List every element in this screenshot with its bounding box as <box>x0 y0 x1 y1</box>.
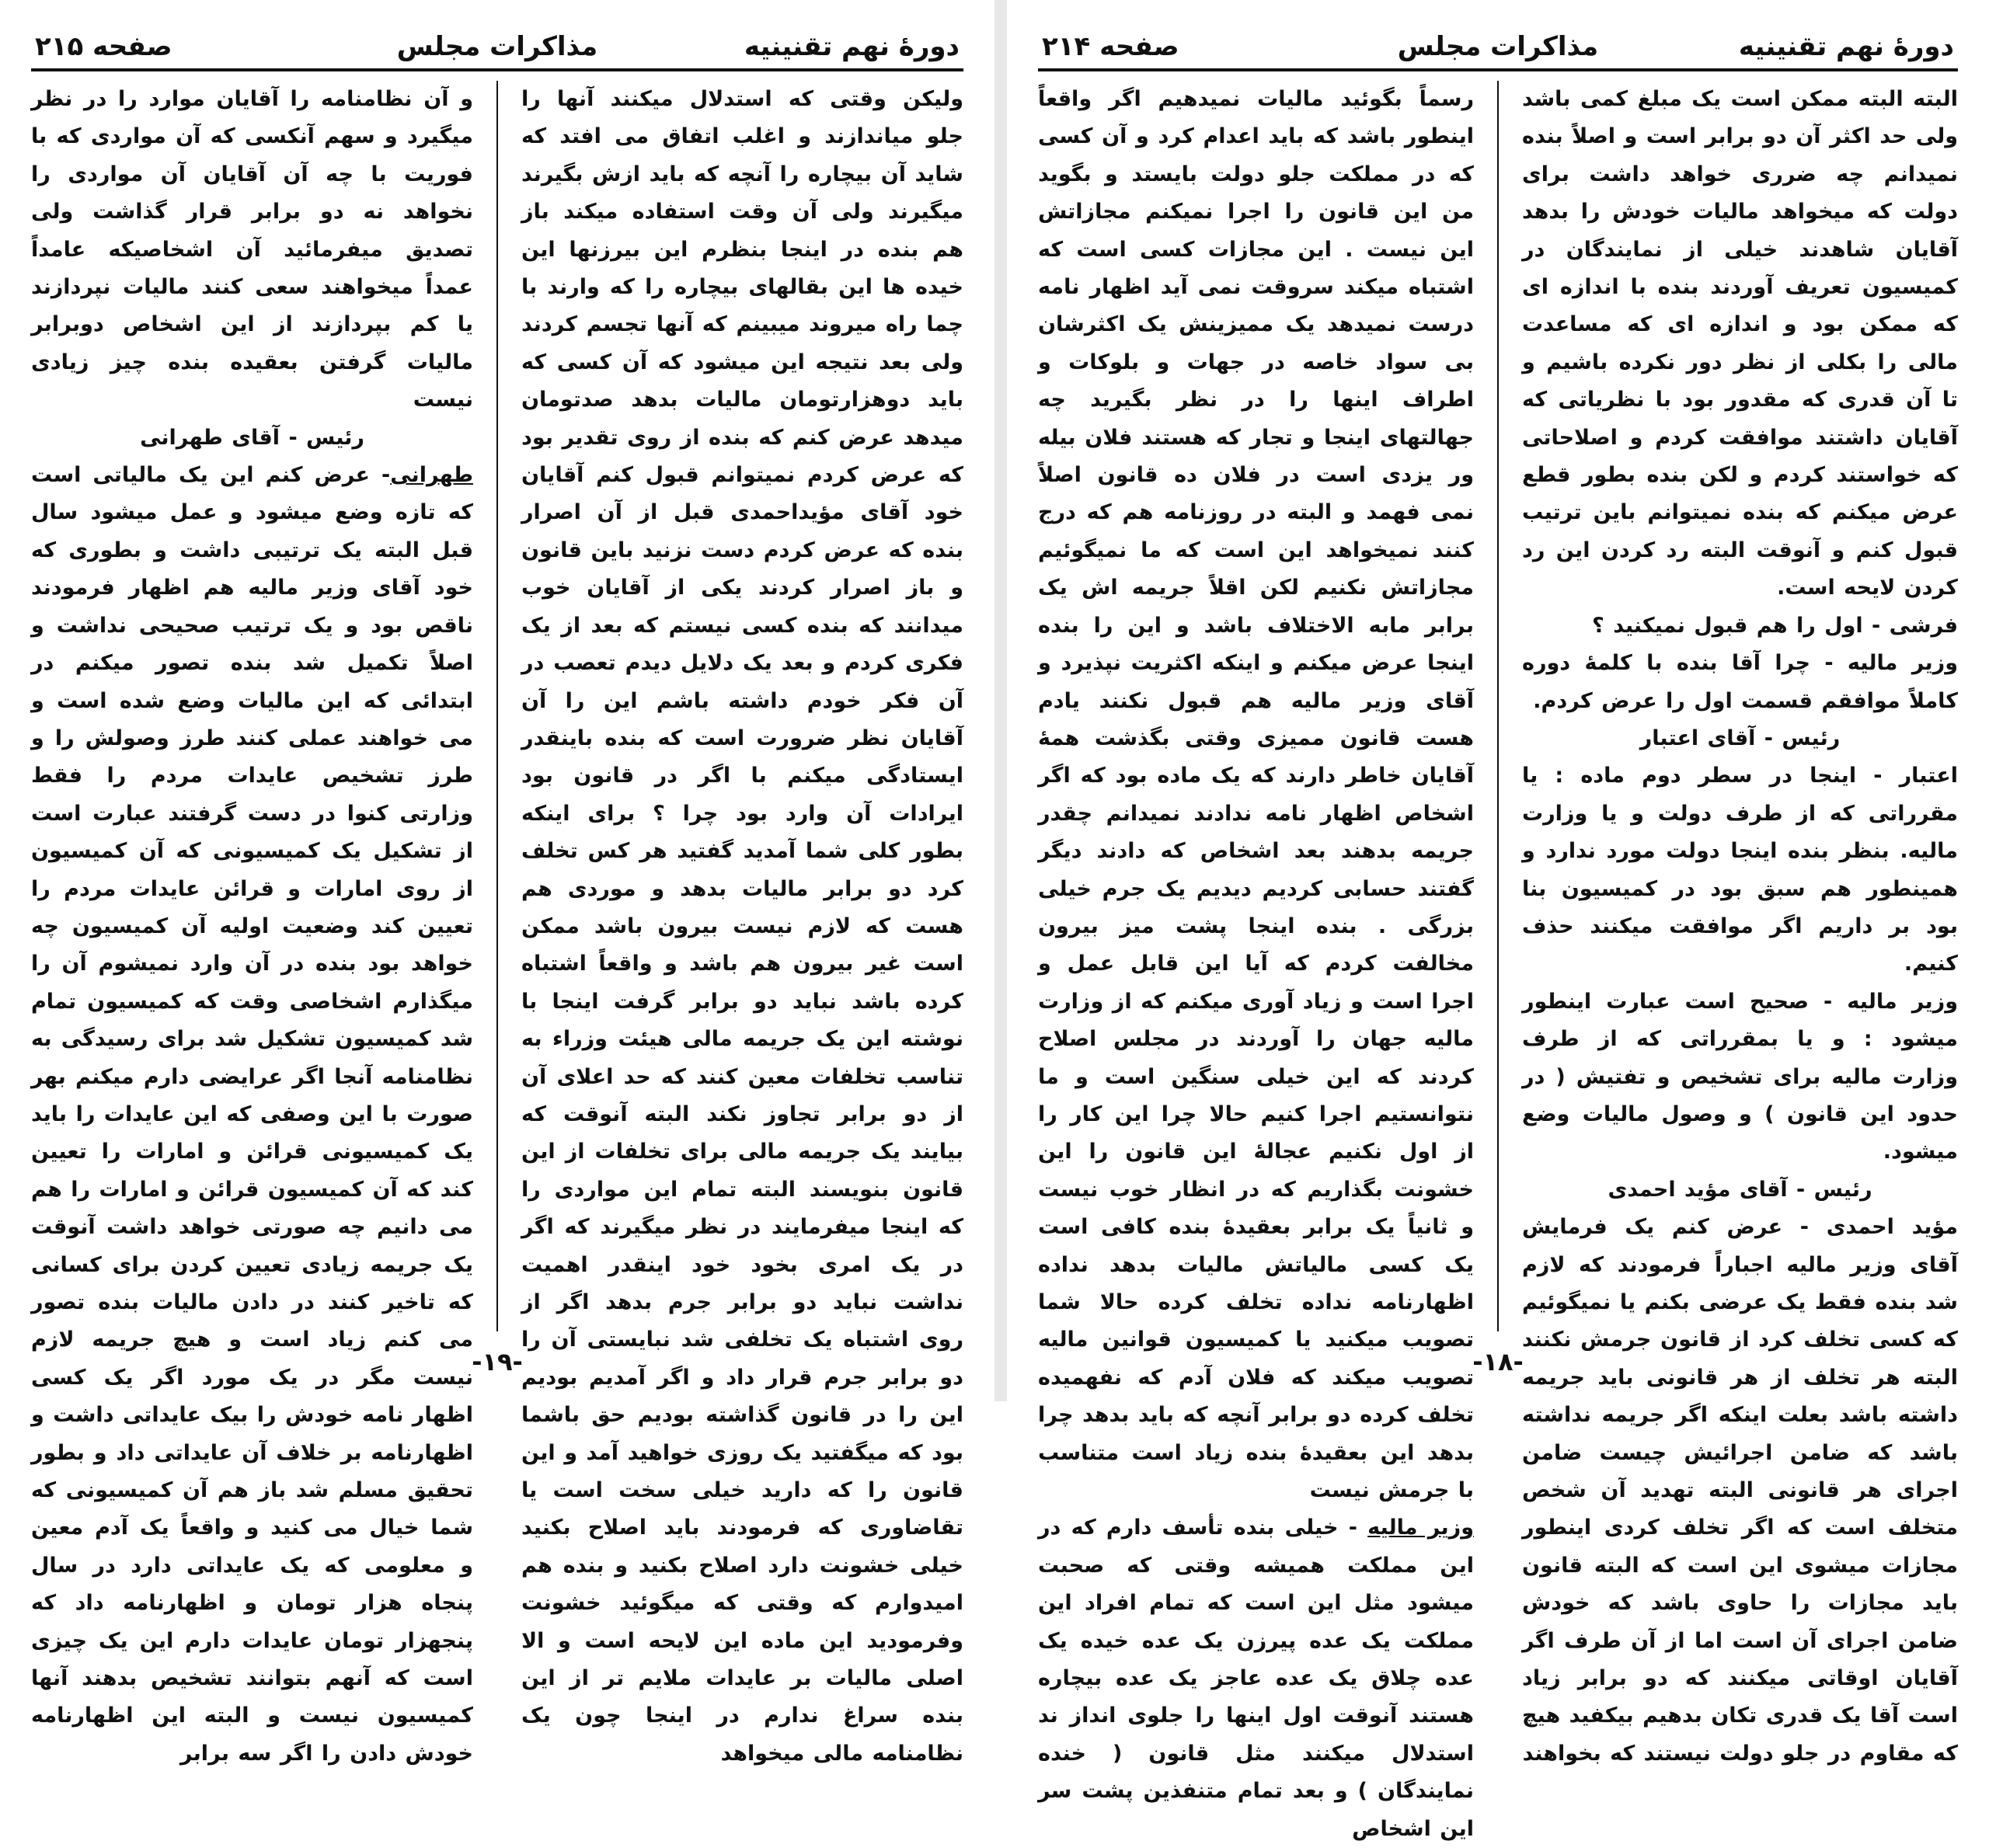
left-header-title: مذاکرات مجلس <box>396 31 598 62</box>
paragraph <box>1038 1509 1474 1848</box>
chair-line: رئیس - آقای طهرانی <box>140 425 364 450</box>
right-page <box>1007 0 1989 1841</box>
chair-line: رئیس - آقای اعتبار <box>1639 726 1841 750</box>
book-gutter <box>994 0 1007 1401</box>
right-header-rule <box>1038 68 1958 71</box>
chair-line: رئیس - آقای مؤید احمدی <box>1608 1177 1872 1202</box>
speech-line: وزیر مالیه - چرا آقا بنده با کلمهٔ دوره کاملاً موافقم قسمت اول را عرض کردم. <box>1522 651 1958 713</box>
left-page <box>0 0 994 1766</box>
paragraph: وزیر مالیه - صحیح است عبارت اینطور میشود : و یا بمقرراتی که از طرف وزارت مالیه برای تشخیص و تفتیش ( در حدود این قانون ) و وصول مالیات وضع میشود. <box>1522 989 1958 1164</box>
right-page-column-right <box>1522 81 1958 1766</box>
left-page-column-right <box>521 81 963 1766</box>
left-header-page: صفحه ۲۱۵ <box>35 31 172 62</box>
paragraph: و آن نظامنامه را آقایان موارد را در نظر میگیرد و سهم آنکسی که آن مواردی که با فوریت با چه آن آقایان آن مواردی را نخواهد نه دو برابر قرار گذاشت ولی تصدیق میفرمائید آن اشخاصیکه عامداً عمداً میخواهند سعی کنند مالیات نپردازند یا کم بپردازند از این اشخاص دوبرابر مالیات گرفتن بعقیده بنده چیز زیادی نیست <box>31 87 473 412</box>
paragraph <box>31 457 473 1773</box>
right-page-column-left <box>1038 81 1474 1841</box>
paragraph: ولیکن وقتی که استدلال میکنند آنها را جلو میاندازند و اغلب اتفاق می افتد که شاید آن بیچاره را آنچه که باید ازش بگیرند میگیرند ولی آن وقت استفاده میکند باز هم بنده در اینجا بنظرم این بیرزنها این خیده ها این بقالهای بیچاره را که وارند با چما راه میروند میبینم که آنها تجسم کردند ولی بعد نتیجه این میشود که آن کسی که باید دوهزارتومان مالیات بدهد صدتومان میدهد عرض کنم که بنده از روی تقدیر بود که عرض کردم نمیتوانم قبول کنم آقایان خود آقای مؤیداحمدی قبل از آن اصرار بنده که عرض کردم دست نزنید باین قانون و باز اصرار کردند یکی از آقایان خوب میدانند که بنده کسی نیستم که بعد از یک فکری کردم و بعد یک دلایل دیدم تعصب در آن فکر خودم داشته باشم این را آن آقایان نظر ضرورت است که بنده باینقدر ایستادگی میکنم با اگر در قانون بود ایرادات آن وارد بود چرا ؟ برای اینکه بطور کلی شما آمدید گفتید هر کس تخلف کرد دو برابر مالیات بدهد و موردی هم هست که لازم نیست بیرون باشد ممکن است غیر بیرون هم باشد و واقعاً اشتباه کرده باشد نباید دو برابر گرفت اینجا با نوشته این یک جریمه مالی هیئت وزراء به تناسب تخلفات معین کنند که حد اعلای آن از دو برابر تجاوز نکند البته آنوقت که بیایند یک جریمه مالی برای تخلفات از این قانون بنویسند البته تمام این مواردی را که اینجا میفرمایند در نظر میگیرند که اگر در یک امری بخود خود اینقدر اهمیت نداشت نباید دو برابر جرم بدهد اگر از روی اشتباه یک تخلفی شد نبایستی آن را دو برابر جرم قرار داد و اگر آمدیم بودیم این را در قانون گذاشته بودیم حق باشما بود که میگفتید یک روزی خواهید آمد و این قانون را که دارید خیلی سخت است یا تقاضاوری که فرمودند باید اصلاح بکنید خیلی خشونت دارد اصلاح بکنید و بنده هم امیدوارم که وقتی که میگوئید خشونت وفرمودید این ماده این لایحه است و الا اصلی مالیات بر عایدات ملایم تر از این بنده سراغ ندارم در اینجا چون یک نظامنامه مالی میخواهد <box>521 87 963 1766</box>
paragraph: مؤید احمدی - عرض کنم یک فرمایش آقای وزیر مالیه اجباراً فرمودند که لازم شد بنده فقط یک عرضی بکنم یا نمیگوئیم که کسی تخلف کرد از قانون جرمش نکنند البته هر تخلف از هر قانونی باید جریمه داشته باشد بعلت اینکه اگر جریمه نداشته باشد که ضامن اجرائیش چیست ضامن اجرای هر قانونی البته تهدید آن شخص متخلف است که اگر تخلف کردی اینطور مجازات میشوی این است که البته قانون باید مجازات را حاوی باشد که خودش ضامن اجرای آن است اما از آن طرف اگر آقایان اوقاتی میکنند که دو برابر زیاد است آقا یک قدری تکان بدهیم بیکفید هیچ که مقاوم در جلو دولت نیستند که بخواهند <box>1522 1215 1958 1766</box>
left-page-number: -۱۹- <box>472 1347 523 1376</box>
left-header-session: دورهٔ نهم تقنینیه <box>744 31 960 62</box>
speech-text: - عرض کنم این یک مالیاتی است که تازه وضع میشود و عمل میشود سال قبل البته یک ترتیبی داشت و بطوری که خود آقای وزیر مالیه هم اظهار فرمودند ناقص بود و یک ترتیب صحیحی نداشت و اصلاً تکمیل شد بنده تصور میکنم در ابتدائی که این مالیات وضع شده است و می خواهند عملی کنند طرز وصولش را و طرز تشخیص عایدات مردم را فقط وزارتی کنوا در دست گرفتند عبارت است از تشکیل یک کمیسیونی که آن کمیسیون از روی امارات و قرائن عایدات مردم را تعیین کند وضعیت اولیه آن کمیسیون چه خواهد بود بنده در آن وارد نمیشوم آن را میگذارم اشخاصی وقت که کمیسیون تمام شد کمیسیون تشکیل شد برای رسیدگی به نظامنامه آنجا اگر عرایضی دارم میکنم بهر صورت با این وصفی که این عایدات را باید یک کمیسیونی قرائن و امارات را تعیین کند که آن کمیسیون قرائن و امارات را هم می دانیم چه صورتی خواهد داشت آنوقت یک جریمه زیادی تعیین کردن برای کسانی که تاخیر کنند در دادن مالیات بنده تصور می کنم زیاد است و هیچ جریمه لازم نیست مگر در یک مورد اگر یک کسی اظهار نامه خودش را بیک عایداتی داشت و اظهارنامه بر خلاف آن عایداتی داد و بطور تحقیق مسلم شد باز هم آن کمیسیونی که شما خیال می کنید و واقعاً یک آدم معین و معلومی که یک عایداتی دارد در سال پنجاه هزار تومان و اظهارنامه داد که پنجهزار تومان عایدات دارم این یک چیزی است که آنهم بتوانند تشخیص بدهند آنها کمیسیون نیست و البته این اظهارنامه خودش دادن را اگر سه برابر <box>31 463 473 1766</box>
paragraph: اعتبار - اینجا در سطر دوم ماده : یا مقرراتی که از طرف دولت و یا وزارت مالیه. بنظر بنده اینجا دولت مورد ندارد و همینطور هم سبق بود در کمیسیون بنا بود بر داریم اگر موافقت میکنند حذف کنیم. <box>1522 764 1958 976</box>
column-divider <box>496 81 498 1331</box>
left-header-rule <box>31 68 963 71</box>
right-page-number: -۱۸- <box>1472 1347 1524 1376</box>
right-header-title: مذاکرات مجلس <box>1397 31 1599 62</box>
right-header-session: دورهٔ نهم تقنینیه <box>1738 31 1954 62</box>
column-divider <box>1497 81 1499 1331</box>
speech-text: - خیلی بنده تأسف دارم که در این مملکت همیشه وقتی که صحبت میشود مثل این است که تمام افراد این مملکت یک عده پیرزن یک عده خیده یک عده چلاق یک عده عاجز یک عده بیچاره هستند آنوقت اول اینها را جلوی انداز ند استدلال میکنند مثل قانون ( خنده نمایندگان ) و بعد تمام متنفذین پشت سر این اشخاص <box>1038 1516 1474 1841</box>
right-header-page: صفحه ۲۱۴ <box>1042 31 1179 62</box>
right-page-header <box>1042 23 1954 68</box>
speaker-name: طهرانی <box>390 463 473 488</box>
paragraph: البته البته ممکن است یک مبلغ کمی باشد ولی حد اکثر آن دو برابر است و اصلاً بنده نمیدانم چه ضرری خواهد داشت برای دولت که میخواهد مالیات خودش را بدهد آقایان شاهدند خیلی از نمایندگان در کمیسیون تعریف آوردند بنده با اندازه ای که ممکن بود و اندازه ای که مساعدت مالی را بکلی از نظر دور نکرده باشیم و تا آن قدری که مقدور بود با نظریاتی که آقایان داشتند موافقت کردم و اصلاحاتی که خواستند کردم و لکن بنده بطور قطع عرض میکنم که بنده نمیتوانم باین ترتیب قبول کنم و آنوقت البته رد کردن این رد کردن لایحه است. <box>1522 87 1958 600</box>
left-page-header <box>35 23 960 68</box>
left-page-column-left <box>31 81 473 1766</box>
speech-line: فرشی - اول را هم قبول نمیکنید ؟ <box>1592 613 1958 638</box>
speaker-name: وزیر مالیه <box>1367 1516 1474 1540</box>
paragraph: رسماً بگوئید مالیات نمیدهیم اگر واقعاً اینطور باشد که باید اعدام کرد و آن کسی که در مملکت جلو دولت بایستد و بگوید من این قانون را اجرا نمیکنم مجازاتش این نیست . این مجازات کسی است که اشتباه میکند سروقت نمی آید اظهار نامه درست نمیدهد یک ممیزینش یک اکثرشان بی سواد خاصه در جهات و بلوکات و اطراف اینها را در نظر بگیرید چه جهالتهای اینجا و تجار که هستند فلان بیله ور یزدی است در فلان ده قانون اصلاً نمی فهمد و البته در روزنامه هم که درج کنند نمیخواهد این است که ما نمیگوئیم مجازاتش نکنیم لکن اقلاً جریمه اش یک برابر مابه الاختلاف باشد و این را بنده اینجا عرض میکنم و اینکه اکثریت نپذیرد و آقای وزیر مالیه هم قبول نکنند یادم هست قانون ممیزی وقتی بگذشت همهٔ آقایان خاطر دارند که یک ماده بود که اگر اشخاص اظهار نامه ندادند نمیدانم چقدر جریمه بدهند بعد اشخاص که دادند دیگر گفتند حسابی کردیم دیدیم یک جرم خیلی بزرگی . بنده اینجا پشت میز بیرون مخالفت کردم که آیا این قابل عمل و اجرا است و زیاد آوری میکنم که از وزارت مالیه جهان را آوردند در مجلس اصلاح کردند که این خیلی سنگین است و ما نتوانستیم اجرا کنیم حالا چرا این کار را از اول نکنیم عجالهٔ این قانون را این خشونت بگذاریم که در انظار خوب نیست و ثانیاً یک برابر بعقیدهٔ بنده کافی است یک کسی مالیاتش مالیات بدهد نداده اظهارنامه نداده تخلف کرده حالا شما تصویب میکنید یا کمیسیون قوانین مالیه تصویب میکند که فلان آدم که نفهمیده تخلف کرده دو برابر آنچه که باید بدهد چرا بدهد این بعقیدهٔ بنده زیاد است متناسب با جرمش نیست <box>1038 87 1474 1503</box>
